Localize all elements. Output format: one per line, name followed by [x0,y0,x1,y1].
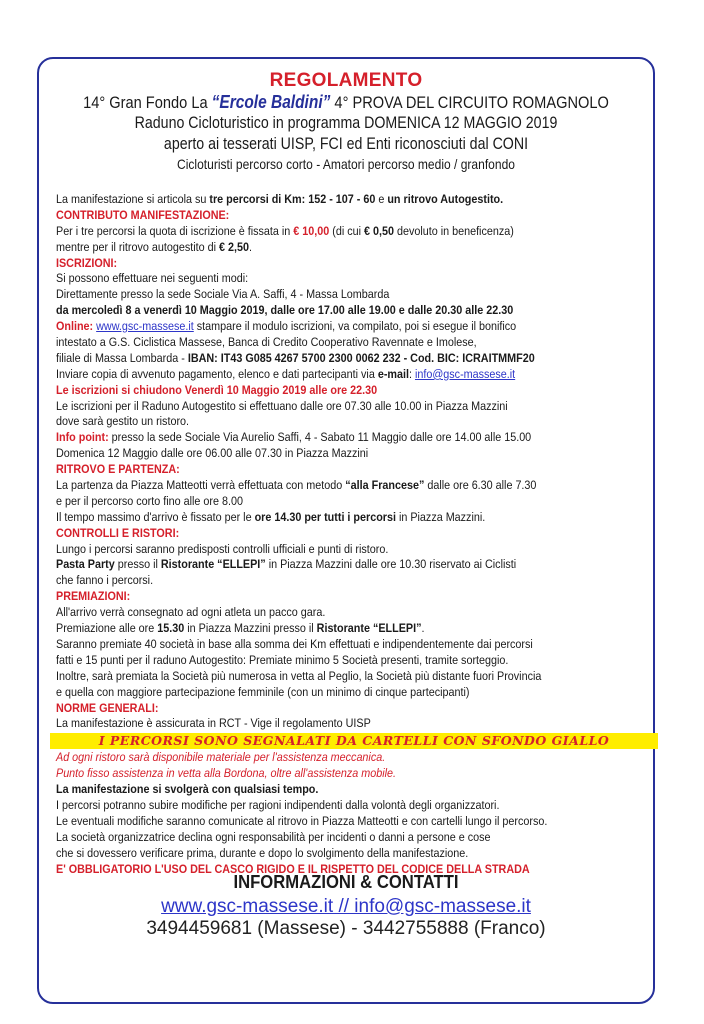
iscrizioni-email: Inviare copia di avvenuto pagamento, elenco e dati partecipanti via e-mail: info@gsc-massese.it [56,366,516,381]
event-title [80,92,611,113]
iscrizioni-line-5: intestato a G.S. Ciclistica Massese, Banca di Credito Cooperativo Ravennate e Imolese, [56,335,477,350]
website-link[interactable]: www.gsc-massese.it [96,319,194,334]
ritrovo-line-2: e per il percorso corto fino alle ore 8.00 [56,493,243,508]
section-heading-norme: NORME GENERALI: [56,700,159,715]
yellow-signage-banner: I PERCORSI SONO SEGNALATI DA CARTELLI CON SFONDO GIALLO [50,733,658,749]
regulation-body [56,192,650,877]
section-heading-premiazioni: PREMIAZIONI: [56,589,131,604]
section-heading-ritrovo: RITROVO E PARTENZA: [56,462,180,477]
premiazioni-line-2: Premiazione alle ore 15.30 in Piazza Mazzini presso il Ristorante “ELLEPI”. [56,621,425,636]
iscrizioni-line-2: Direttamente presso la sede Sociale Via A. Saffi, 4 - Massa Lombarda [56,287,390,302]
email-link[interactable]: info@gsc-massese.it [414,366,516,381]
helmet-notice: E' OBBLIGATORIO L'USO DEL CASCO RIGIDO E IL RISPETTO DEL CODICE DELLA STRADA [56,861,530,876]
iscrizioni-line-9: Le iscrizioni per il Raduno Autogestito si effettuano dalle ore 07.30 alle 10.00 in Piazza Mazzini [56,398,508,413]
event-name: “Ercole Baldini” [211,92,331,112]
section-heading-iscrizioni: ISCRIZIONI: [56,255,118,270]
premiazioni-line-4: fatti e 15 punti per il raduno Autogestito: Premiate minimo 5 Società presenti, tramite sorteggio. [56,652,509,667]
info-point-line-2: Domenica 12 Maggio dalle ore 06.00 alle 07.30 in Piazza Mazzini [56,446,369,461]
iscrizioni-line-10: dove sarà gestito un ristoro. [56,414,190,429]
assistance-note-1: Ad ogni ristoro sarà disponibile materiale per l'assistenza meccanica. [56,750,386,765]
norme-line-4: Le eventuali modifiche saranno comunicate al ritrovo in Piazza Matteotti e con cartelli lungo il percorso. [56,813,548,828]
event-title-pre: 14° Gran Fondo La [83,93,212,112]
controlli-line-3: che fanno i percorsi. [56,573,154,588]
iscrizioni-line-1: Si possono effettuare nei seguenti modi: [56,271,249,286]
event-date-line: Raduno Cicloturistico in programma DOMENICA 12 MAGGIO 2019 [134,114,558,132]
contacts-title: INFORMAZIONI & CONTATTI [233,871,459,892]
weather-note: La manifestazione si svolgerà con qualsiasi tempo. [56,782,319,797]
iscrizioni-online: Online: www.gsc-massese.it stampare il modulo iscrizioni, va compilato, poi si esegue il bonifico [56,319,517,334]
premiazioni-line-5: Inoltre, sarà premiata la Società più numerosa in vetta al Peglio, la Società più distante fuori Provincia [56,668,542,683]
iscrizioni-deadline: Le iscrizioni si chiudono Venerdì 10 Maggio 2019 alle ore 22.30 [56,382,378,397]
info-point-line: Info point: presso la sede Sociale Via Aurelio Saffi, 4 - Sabato 11 Maggio dalle ore 14.00 alle 15.00 [56,430,532,445]
section-heading-controlli: CONTROLLI E RISTORI: [56,525,180,540]
categories-line: Cicloturisti percorso corto - Amatori percorso medio / granfondo [177,156,515,172]
contributo-line-2: mentre per il ritrovo autogestito di € 2,50. [56,239,252,254]
ritrovo-line-1: La partenza da Piazza Matteotti verrà effettuata con metodo “alla Francese” dalle ore 6.30 alle 7.30 [56,478,537,493]
contacts-phones: 3494459681 (Massese) - 3442755888 (Franco) [146,918,546,939]
controlli-line-1: Lungo i percorsi saranno predisposti controlli ufficiali e punti di ristoro. [56,541,389,556]
controlli-line-2: Pasta Party presso il Ristorante “ELLEPI” in Piazza Mazzini dalle ore 10.30 riservato ai Ciclisti [56,557,517,572]
iscrizioni-iban: filiale di Massa Lombarda - IBAN: IT43 G085 4267 5700 2300 0062 232 - Cod. BIC: ICRAITMMF20 [56,350,535,365]
contact-links-text[interactable]: www.gsc-massese.it // info@gsc-massese.it [161,896,531,917]
intro-line: La manifestazione si articola su tre percorsi di Km: 152 - 107 - 60 e un ritrovo Autogestito. [56,192,504,206]
contacts-footer [37,871,655,940]
contributo-line-1: Per i tre percorsi la quota di iscrizione è fissata in € 10,00 (di cui € 0,50 devoluto in beneficenza) [56,223,514,238]
norme-line-1: La manifestazione è assicurata in RCT - Vige il regolamento UISP [56,716,371,731]
iscrizioni-dates: da mercoledì 8 a venerdì 10 Maggio 2019, dalle ore 17.00 alle 19.00 e dalle 20.30 alle 22.30 [56,303,514,318]
section-heading-contributo: CONTRIBUTO MANIFESTAZIONE: [56,207,230,222]
norme-line-5: La società organizzatrice declina ogni responsabilità per incidenti o danni a persone e cose [56,829,491,844]
norme-line-6: che si dovessero verificare prima, durante e dopo lo svolgimento della manifestazione. [56,845,469,860]
premiazioni-line-1: All'arrivo verrà consegnato ad ogni atleta un pacco gara. [56,605,326,620]
ritrovo-line-3: Il tempo massimo d'arrivo è fissato per le ore 14.30 per tutti i percorsi in Piazza Mazzini. [56,509,486,524]
header [37,70,655,174]
premiazioni-line-3: Saranno premiate 40 società in base alla somma dei Km effettuati e indipendentemente dai percorsi [56,636,533,651]
eligibility-line: aperto ai tesserati UISP, FCI ed Enti riconosciuti dal CONI [163,135,529,153]
assistance-note-2: Punto fisso assistenza in vetta alla Bordona, oltre all'assistenza mobile. [56,766,397,781]
premiazioni-line-6: e quella con maggiore partecipazione femminile (con un minimo di cinque partecipanti) [56,684,470,699]
document-title: REGOLAMENTO [269,70,423,91]
event-title-post: 4° PROVA DEL CIRCUITO ROMAGNOLO [330,93,609,112]
contacts-links[interactable] [37,896,655,918]
norme-line-3: I percorsi potranno subire modifiche per ragioni indipendenti dalla volontà degli organizzatori. [56,797,500,812]
